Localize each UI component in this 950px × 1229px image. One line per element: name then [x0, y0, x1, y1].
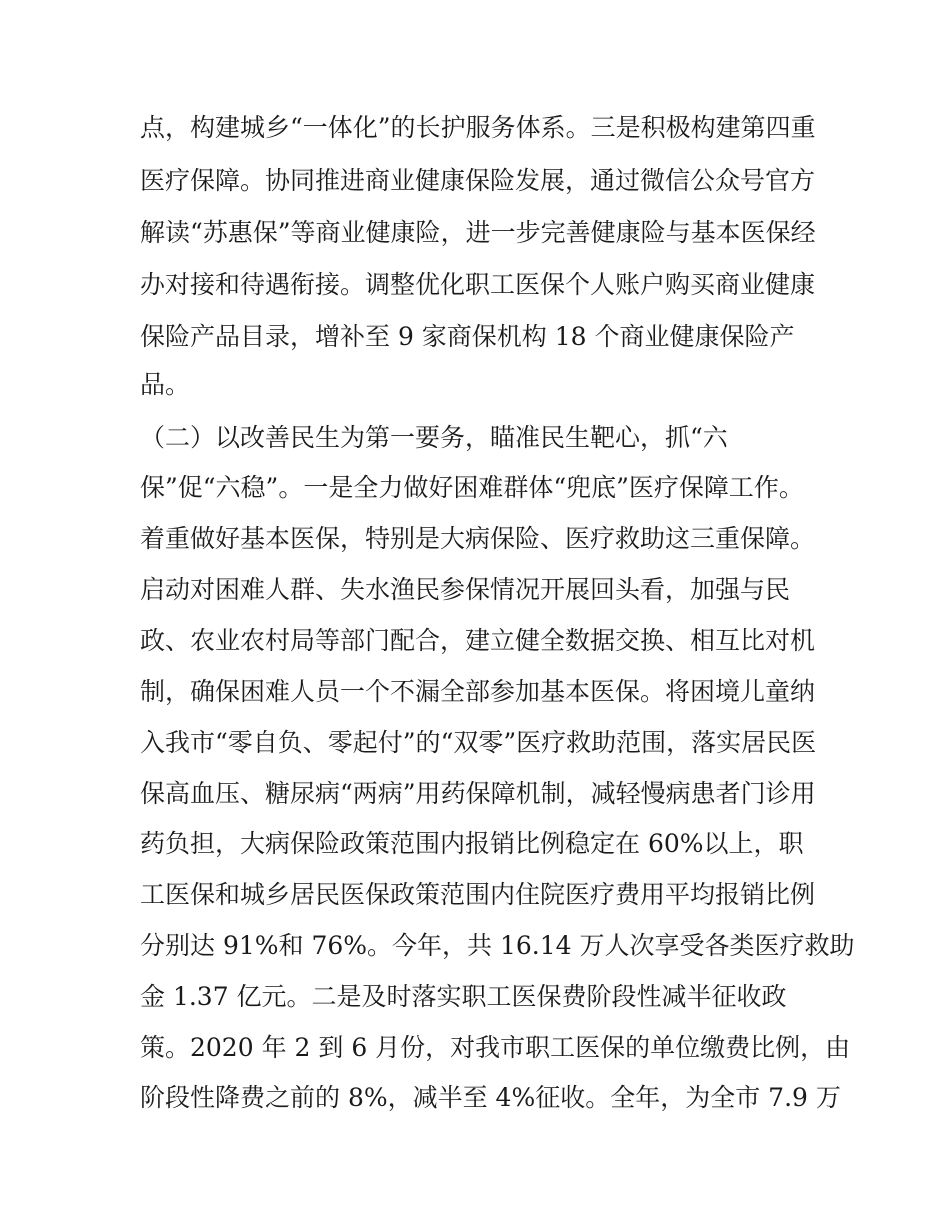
text-line: 点，构建城乡“一体化”的长护服务体系。三是积极构建第四重: [140, 113, 816, 142]
text-line: （二）以改善民生为第一要务，瞄准民生靶心，抓“六: [140, 423, 728, 452]
text-line: 启动对困难人群、失水渔民参保情况开展回头看，加强与民: [140, 575, 791, 604]
text-line: 分别达 91%和 76%。今年，共 16.14 万人次享受各类医疗救助: [140, 931, 855, 960]
text-line: 工医保和城乡居民医保政策范围内住院医疗费用平均报销比例: [140, 880, 816, 909]
text-line: 品。: [140, 370, 191, 399]
text-line: 入我市“零自负、零起付”的“双零”医疗救助范围，落实居民医: [140, 728, 817, 757]
text-line: 策。2020 年 2 到 6 月份，对我市职工医保的单位缴费比例，由: [140, 1033, 851, 1062]
text-line: 医疗保障。协同推进商业健康保险发展，通过微信公众号官方: [140, 166, 816, 195]
text-line: 办对接和待遇衔接。调整优化职工医保个人账户购买商业健康: [140, 270, 816, 299]
text-line: 保高血压、糖尿病“两病”用药保障机制，减轻慢病患者门诊用: [140, 779, 816, 808]
text-line: 保”促“六稳”。一是全力做好困难群体“兜底”医疗保障工作。: [140, 473, 804, 502]
text-line: 阶段性降费之前的 8%，减半至 4%征收。全年，为全市 7.9 万: [140, 1083, 841, 1112]
text-line: 着重做好基本医保，特别是大病保险、医疗救助这三重保障。: [140, 524, 816, 553]
text-line: 药负担，大病保险政策范围内报销比例稳定在 60%以上，职: [140, 829, 804, 858]
text-line: 解读“苏惠保”等商业健康险，进一步完善健康险与基本医保经: [140, 218, 816, 247]
text-line: 金 1.37 亿元。二是及时落实职工医保费阶段性减半征收政: [140, 982, 787, 1011]
text-line: 政、农业农村局等部门配合，建立健全数据交换、相互比对机: [140, 626, 816, 655]
text-line: 制，确保困难人员一个不漏全部参加基本医保。将困境儿童纳: [140, 677, 816, 706]
text-line: 保险产品目录，增补至 9 家商保机构 18 个商业健康保险产: [140, 322, 795, 351]
